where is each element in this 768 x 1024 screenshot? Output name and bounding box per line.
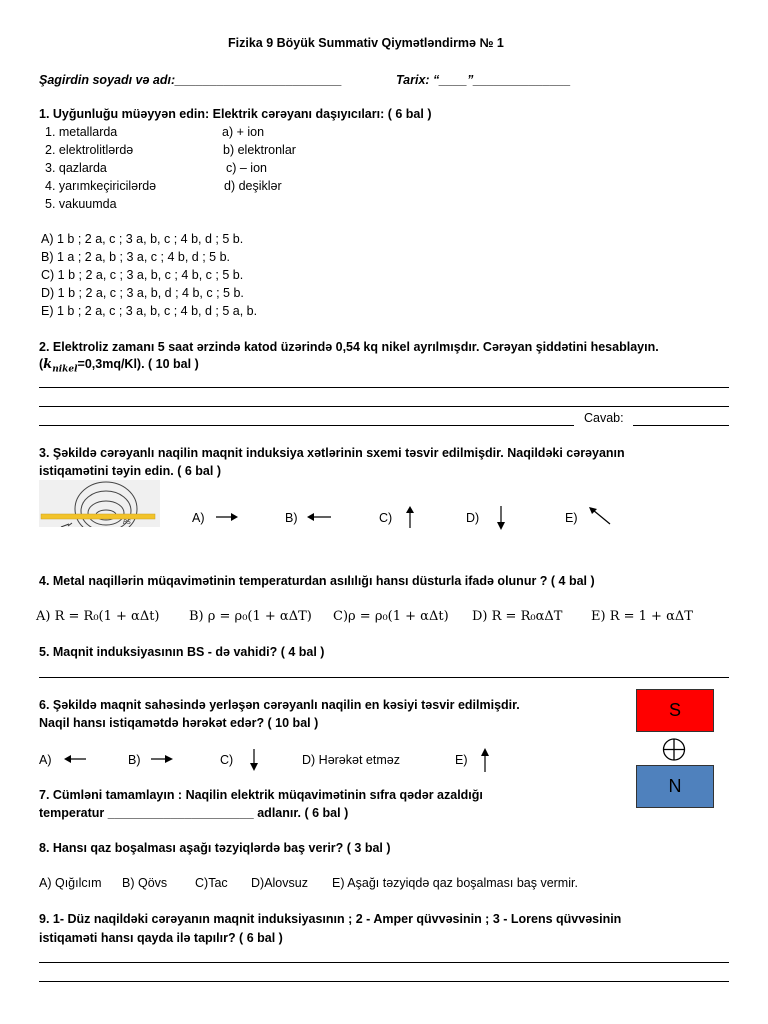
answer-option: A)	[39, 753, 52, 767]
question-5-text: 5. Maqnit induksiyasının BS - də vahidi? ( 4 bal )	[39, 645, 325, 659]
answer-line[interactable]	[39, 425, 574, 426]
formula-option: B) ρ = ρ₀(1 + αΔT)	[189, 609, 312, 624]
arrow-up-icon	[479, 747, 491, 773]
question-7-text: 7. Cümləni tamamlayın : Naqilin elektrik müqavimətinin sıfra qədər azaldığı	[39, 788, 483, 802]
question-4-text: 4. Metal naqillərin müqavimətinin temperaturdan asılılığı hansı düsturla ifadə olunur ? ( 4 bal )	[39, 574, 595, 588]
carrier-medium: 5. vakuumda	[45, 197, 117, 211]
k-subscript: nikel	[52, 364, 78, 375]
answer-line[interactable]	[39, 677, 729, 678]
answer-option: A) 1 b ; 2 a, c ; 3 a, b, c ; 4 b, d ; 5 b.	[41, 232, 244, 246]
arrow-down-icon	[248, 748, 260, 772]
question-3-text: 3. Şəkildə cərəyanlı naqilin maqnit induksiya xətlərinin sxemi təsvir edilmişdir. Naqildəki cərəyanın	[39, 446, 625, 460]
current-into-page-icon	[660, 737, 688, 762]
answer-option: B) Qövs	[122, 876, 168, 890]
answer-field[interactable]	[633, 425, 729, 426]
answer-option: D) 1 b ; 2 a, c ; 3 a, b, d ; 4 b, c ; 5 b.	[41, 286, 244, 300]
carrier-type: b) elektronlar	[223, 143, 296, 157]
answer-option: B) 1 a ; 2 a, b ; 3 a, c ; 4 b, d ; 5 b.	[41, 250, 230, 264]
answer-option: E)	[565, 511, 578, 525]
answer-line[interactable]	[39, 406, 729, 407]
answer-option: B)	[285, 511, 298, 525]
answer-option: C) 1 b ; 2 a, c ; 3 a, b, c ; 4 b, c ; 5 b.	[41, 268, 244, 282]
arrow-right-icon	[150, 753, 174, 765]
carrier-medium: 1. metallarda	[45, 125, 118, 139]
formula-option: C)ρ = ρ₀(1 + αΔt)	[333, 609, 449, 624]
question-3-text-cont: istiqamətini təyin edin. ( 6 bal )	[39, 464, 221, 478]
field-lines-svg	[39, 480, 160, 527]
formula-option: D) R = R₀αΔT	[472, 609, 563, 624]
page-title: Fizika 9 Böyük Summativ Qiymətləndirmə № 1	[228, 36, 504, 50]
question-8-text: 8. Hansı qaz boşalması aşağı təzyiqlərdə baş verir? ( 3 bal )	[39, 841, 391, 855]
question-7-text-cont: temperatur _____________________ adlanır. ( 6 bal )	[39, 806, 349, 820]
question-9-text-cont: istiqaməti hansı qayda ilə tapılır? ( 6 bal )	[39, 931, 283, 945]
carrier-medium: 3. qazlarda	[45, 161, 107, 175]
arrow-left-icon	[306, 511, 332, 523]
nickel-constant: $(k_{nikel}=0,3mq/Kl)$. ( 10 bal )	[39, 357, 199, 375]
question-6-text: 6. Şəkildə maqnit sahəsində yerləşən cərəyanlı naqilin en kəsiyi təsvir edilmişdir.	[39, 698, 520, 712]
answer-option: C)	[220, 753, 234, 767]
arrow-up-left-icon	[588, 506, 612, 526]
carrier-type: a) + ion	[222, 125, 265, 139]
answer-option: C)	[379, 511, 393, 525]
question-9-text: 9. 1- Düz naqildəki cərəyanın maqnit induksiyasının ; 2 - Amper qüvvəsinin ; 3 - Lorens qüvvəsinin	[39, 912, 622, 926]
answer-option: D) Hərəkət etməz	[302, 753, 400, 767]
answer-line[interactable]	[39, 387, 729, 388]
arrow-right-icon	[215, 511, 239, 523]
k-symbol: k	[43, 357, 53, 372]
answer-option: D)Alovsuz	[251, 876, 308, 890]
student-name-label: Şagirdin soyadı və adı:________________________	[39, 73, 342, 87]
answer-option: A) Qığılcım	[39, 876, 102, 890]
answer-option: E) Aşağı təzyiqdə qaz boşalması baş vermir.	[332, 876, 578, 890]
image-caption: BS	[123, 519, 131, 526]
carrier-medium: 2. elektrolitlərdə	[45, 143, 134, 157]
arrow-down-icon	[495, 505, 507, 531]
answer-option: D)	[466, 511, 480, 525]
answer-option: E) 1 b ; 2 a, c ; 3 a, b, c ; 4 b, d ; 5 a, b.	[41, 304, 258, 318]
answer-option: C)Tac	[195, 876, 228, 890]
arrow-up-icon	[404, 505, 416, 529]
answer-option: A)	[192, 511, 205, 525]
answer-line[interactable]	[39, 962, 729, 963]
answer-line[interactable]	[39, 981, 729, 982]
formula-option: A) R = R₀(1 + αΔt)	[36, 609, 160, 624]
carrier-medium: 4. yarımkeçiricilərdə	[45, 179, 157, 193]
magnet-north-pole: N	[636, 765, 714, 808]
magnet-south-pole: S	[636, 689, 714, 732]
carrier-type: c) – ion	[226, 161, 267, 175]
formula-option: E) R = 1 + αΔT	[591, 609, 693, 624]
answer-option: B)	[128, 753, 141, 767]
field-lines-image	[39, 480, 160, 527]
arrow-left-icon	[63, 753, 87, 765]
answer-option: E)	[455, 753, 468, 767]
question-6-text-cont: Naqil hansı istiqamətdə hərəkət edər? ( 10 bal )	[39, 716, 319, 730]
answer-label: Cavab:	[584, 411, 624, 425]
date-label: Tarix: “____”______________	[396, 73, 571, 87]
question-2-text: 2. Elektroliz zamanı 5 saat ərzində katod üzərində 0,54 kq nikel ayrılmışdır. Cərəyan şiddətini hesablayın.	[39, 340, 659, 354]
carrier-type: d) deşiklər	[224, 179, 282, 193]
question-1-text: 1. Uyğunluğu müəyyən edin: Elektrik cərəyanı daşıyıcıları: ( 6 bal )	[39, 107, 432, 121]
